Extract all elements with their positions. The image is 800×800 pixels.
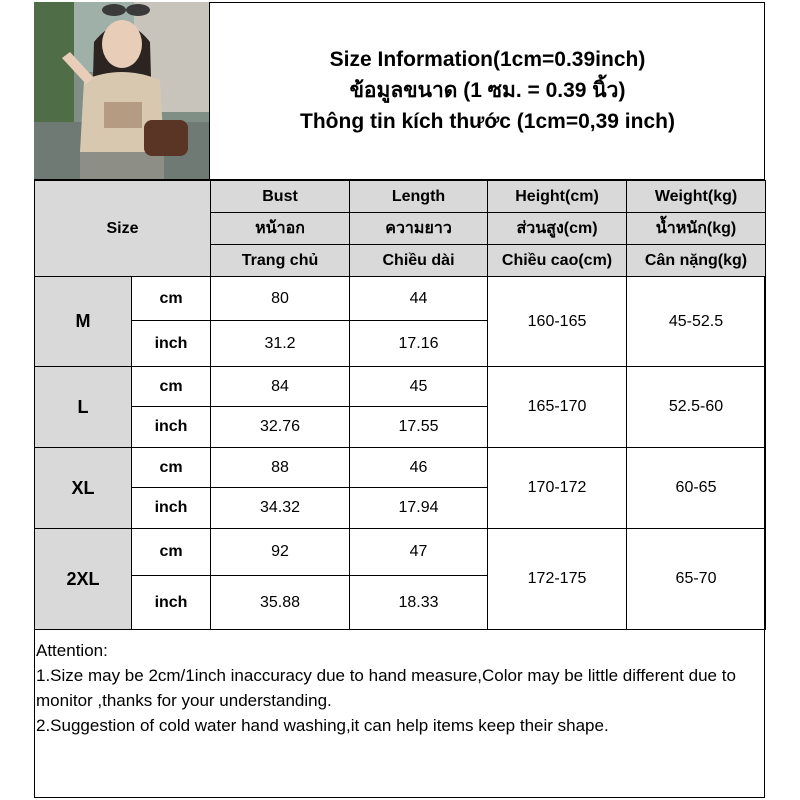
size-2xl: 2XL	[35, 529, 132, 630]
length-inch: 17.94	[350, 488, 488, 529]
bust-inch: 32.76	[211, 407, 350, 448]
height-range: 165-170	[488, 367, 627, 448]
attention-note-2: 2.Suggestion of cold water hand washing,it can help items keep their shape.	[36, 716, 609, 735]
table-row	[35, 277, 766, 321]
height-range: 170-172	[488, 448, 627, 529]
title-vietnamese: Thông tin kích thước (1cm=0,39 inch)	[300, 110, 675, 133]
length-cm: 44	[350, 277, 488, 321]
size-xl: XL	[35, 448, 132, 529]
unit-inch: inch	[132, 576, 211, 630]
unit-inch: inch	[132, 488, 211, 529]
bust-header-vi: Trang chủ	[211, 245, 350, 277]
height-range: 160-165	[488, 277, 627, 367]
table-row	[35, 367, 766, 407]
height-header-th: ส่วนสูง(cm)	[488, 213, 627, 245]
weight-header-en: Weight(kg)	[627, 181, 766, 213]
bust-inch: 35.88	[211, 576, 350, 630]
size-l: L	[35, 367, 132, 448]
length-cm: 45	[350, 367, 488, 407]
unit-inch: inch	[132, 321, 211, 367]
size-header: Size	[35, 181, 211, 277]
table-row	[35, 529, 766, 576]
unit-cm: cm	[132, 529, 211, 576]
bust-cm: 84	[211, 367, 350, 407]
weight-range: 60-65	[627, 448, 766, 529]
length-header-vi: Chiều dài	[350, 245, 488, 277]
bust-cm: 92	[211, 529, 350, 576]
bust-cm: 80	[211, 277, 350, 321]
attention-note-1: 1.Size may be 2cm/1inch inaccuracy due to hand measure,Color may be little different due to monitor ,thanks for your understanding.	[36, 666, 736, 710]
length-inch: 17.55	[350, 407, 488, 448]
bust-inch: 34.32	[211, 488, 350, 529]
length-header-th: ความยาว	[350, 213, 488, 245]
title-thai: ข้อมูลขนาด (1 ซม. = 0.39 นิ้ว)	[349, 79, 626, 102]
weight-range: 45-52.5	[627, 277, 766, 367]
length-cm: 47	[350, 529, 488, 576]
weight-header-vi: Cân nặng(kg)	[627, 245, 766, 277]
bust-cm: 88	[211, 448, 350, 488]
product-photo	[34, 2, 210, 180]
bust-header-th: หน้าอก	[211, 213, 350, 245]
length-header-en: Length	[350, 181, 488, 213]
title-english: Size Information(1cm=0.39inch)	[329, 48, 646, 71]
size-m: M	[35, 277, 132, 367]
height-range: 172-175	[488, 529, 627, 630]
unit-cm: cm	[132, 367, 211, 407]
height-header-en: Height(cm)	[488, 181, 627, 213]
table-row	[35, 448, 766, 488]
weight-range: 65-70	[627, 529, 766, 630]
size-table	[34, 180, 766, 630]
height-header-vi: Chiều cao(cm)	[488, 245, 627, 277]
bust-inch: 31.2	[211, 321, 350, 367]
length-inch: 17.16	[350, 321, 488, 367]
unit-cm: cm	[132, 277, 211, 321]
unit-inch: inch	[132, 407, 211, 448]
size-information-title	[210, 2, 765, 180]
weight-range: 52.5-60	[627, 367, 766, 448]
length-cm: 46	[350, 448, 488, 488]
unit-cm: cm	[132, 448, 211, 488]
bust-header-en: Bust	[211, 181, 350, 213]
weight-header-th: น้ำหนัก(kg)	[627, 213, 766, 245]
attention-notes	[34, 634, 765, 798]
attention-heading: Attention:	[36, 641, 108, 660]
length-inch: 18.33	[350, 576, 488, 630]
